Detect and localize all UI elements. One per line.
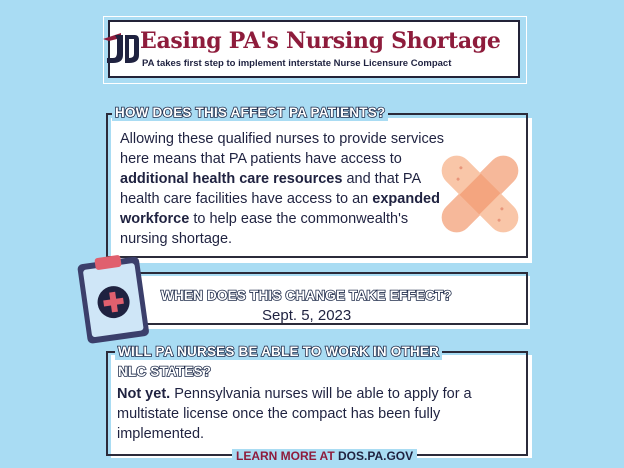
footer-url[interactable]: DOS.PA.GOV [338,449,414,463]
section1-bold-1: additional health care resources [120,171,343,187]
section3-text: Pennsylvania nurses will be able to apply for a multistate license once the compact has been fully implemented. [117,386,472,442]
banner-subtitle: PA takes first step to implement interstate Nurse Licensure Compact [142,58,452,69]
section3-bold: Not yet. [117,386,171,402]
clipboard-icon [66,250,162,346]
section3-body [117,384,522,444]
section1-text-3: to help ease the commonwealth's nursing shortage. [120,211,409,247]
title-banner [108,20,520,78]
section2-heading: WHEN DOES THIS CHANGE TAKE EFFECT? [161,288,452,303]
section3-heading-line1: WILL PA NURSES BE ABLE TO WORK IN OTHER [115,344,442,360]
section1-text-2: and that PA health care facilities have access to an [120,171,421,207]
section2-date: Sept. 5, 2023 [262,307,352,324]
bandage-icon [428,146,532,242]
footer-prefix: LEARN MORE AT [236,449,335,463]
section3-heading-line2: NLC STATES? [118,364,212,379]
pa-logo-icon [101,29,141,67]
section1-heading: HOW DOES THIS AFFECT PA PATIENTS? [112,105,388,121]
section1-bold-2: expanded workforce [120,191,440,227]
footer[interactable] [232,449,417,463]
section1-body [120,129,450,249]
banner-title: Easing PA's Nursing Shortage [140,28,501,54]
section1-text-1: Allowing these qualified nurses to provide services here means that PA patients have access to [120,131,445,167]
